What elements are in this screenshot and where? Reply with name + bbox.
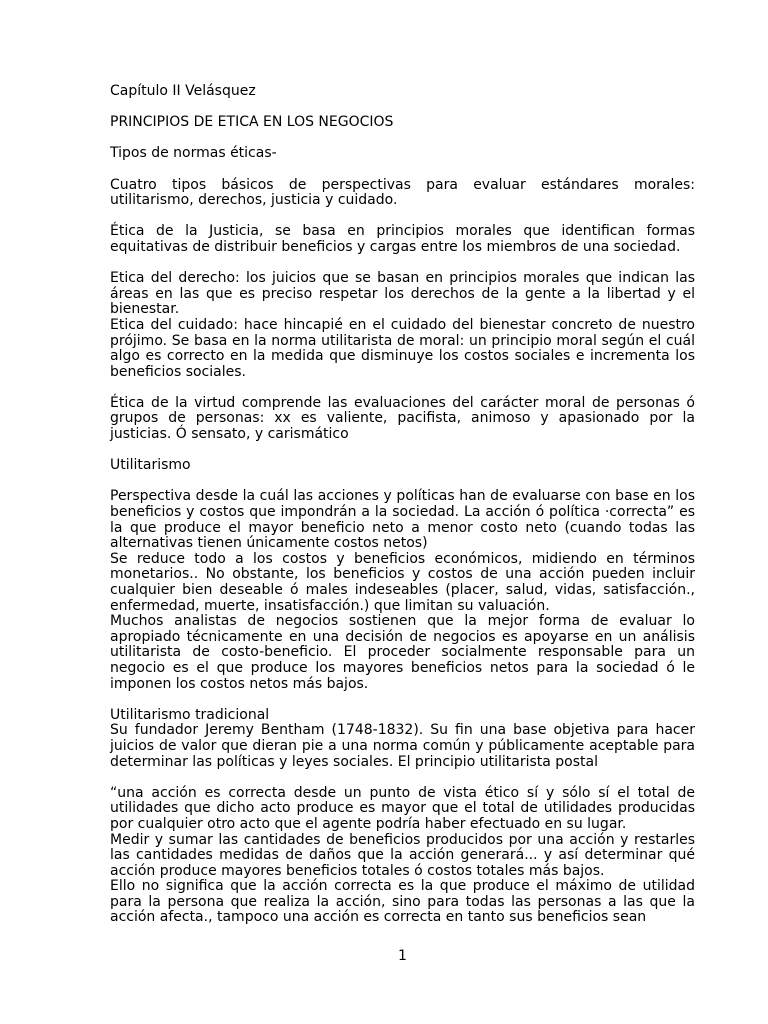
document-page	[110, 84, 695, 926]
paragraph-reduce: Se reduce todo a los costos y beneficios económicos, midiendo en términos monetarios.. No obstante, los beneficios y costos de una acción pueden incluir cualquier bien deseable ó males indeseables (placer, salud, vidas, satisfacción., enfermedad, muerte, insatisfacción.) que limitan su valuación.	[110, 550, 695, 614]
utilitarismo-heading: Utilitarismo	[110, 457, 191, 474]
paragraph-justicia: Ética de la Justicia, se basa en principios morales que identifican formas equitativas de distribuir beneficios y cargas entre los miembros de una sociedad.	[110, 223, 695, 255]
page-number: 1	[398, 948, 407, 964]
paragraph-virtud: Ética de la virtud comprende las evaluaciones del carácter moral de personas ó grupos de personas: xx es valiente, pacifista, animoso y apasionado por la justicias. Ó sensato, y carismático	[110, 394, 695, 443]
chapter-heading: Capítulo II Velásquez	[110, 83, 256, 99]
paragraph-derecho: Etica del derecho: los juicios que se basan en principios morales que indican las áreas en las que es preciso respetar los derechos de la gente a la libertad y el bienestar.	[110, 270, 695, 318]
paragraph-ello: Ello no significa que la acción correcta es la que produce el máximo de utilidad para la persona que realiza la acción, sino para todas las personas a las que la acción afecta., tampoco una acción es correcta en tanto sus beneficios sean	[110, 878, 695, 926]
types-heading: Tipos de normas éticas-	[110, 145, 277, 162]
paragraph-cuidado: Etica del cuidado: hace hincapié en el cuidado del bienestar concreto de nuestro prójimo. Se basa en la norma utilitarista de moral: un principio moral según el cuál algo es correcto en la medida que disminuye los costos sociales e incrementa los beneficios sociales.	[110, 316, 695, 380]
paragraph-analistas: Muchos analistas de negocios sostienen que la mejor forma de evaluar lo apropiado técnicamente en una decisión de negocios es apoyarse en un análisis utilitarista de costo-beneficio. El proceder socialmente responsable para un negocio es el que produce los mayores beneficios netos para la sociedad ó le imponen los costos netos más bajos.	[110, 613, 695, 692]
title-heading: PRINCIPIOS DE ETICA EN LOS NEGOCIOS	[110, 114, 394, 131]
paragraph-bentham: Su fundador Jeremy Bentham (1748-1832). Su fin una base objetiva para hacer juicios de valor que dieran pie a una norma común y públicamente aceptable para determinar las políticas y leyes sociales. El principio utilitarista postal	[110, 722, 695, 770]
paragraph-perspectiva: Perspectiva desde la cuál las acciones y políticas han de evaluarse con base en los beneficios y costos que impondrán a la sociedad. La acción ó política ·correcta” es la que produce el mayor beneficio neto a menor costo neto (cuando todas las alternativas tienen únicamente costos netos)	[110, 488, 695, 552]
paragraph-cita: “una acción es correcta desde un punto de vista ético sí y sólo sí el total de utilidades que dicho acto produce es mayor que el total de utilidades producidas por cualquier otro acto que el agente podría haber efectuado en su lugar.	[110, 784, 695, 832]
tradicional-heading: Utilitarismo tradicional	[110, 706, 270, 723]
paragraph-medir: Medir y sumar las cantidades de beneficios producidos por una acción y restarles las cantidades medidas de daños que la acción generará... y así determinar qué acción produce mayores beneficios totales ó costos totales más bajos.	[110, 831, 695, 879]
paragraph-cuatro-tipos: Cuatro tipos básicos de perspectivas para evaluar estándares morales: utilitarismo, derechos, justicia y cuidado.	[110, 176, 695, 209]
